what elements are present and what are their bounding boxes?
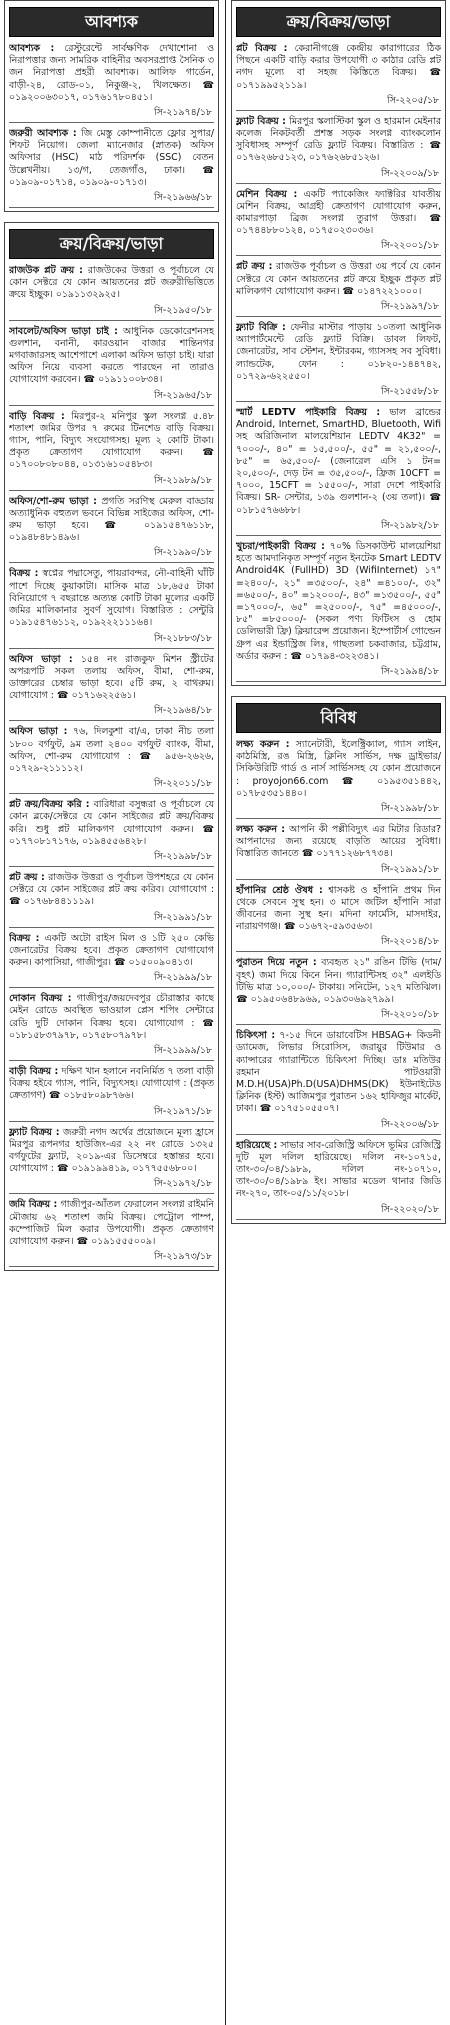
section-title-wanted: আবশ্যক bbox=[9, 7, 214, 37]
ad-body: মিরপুর-২ মনিপুর স্কুল সংলগ্ন ৫.৪৮ শতাংশ জমির উপর ৭ রুমের টিনশেড বাড়ি বিক্রয়। গ্যাস, পানি, বিদ্যুৎ সংযোগসহ। মূল্য ২ কোটি টাকা। প্রকৃত ক্রেতাগণ যোগাযোগ করুন। ☎ ০১৭০০৮০৮০৪৪, ০১৩১৬১০৫৪৮৩। bbox=[9, 410, 214, 471]
ad-text bbox=[9, 991, 214, 1042]
ad-text bbox=[9, 126, 214, 189]
ad-text bbox=[9, 870, 214, 909]
ad-code: সি-২১৮৮৩/১৮ bbox=[9, 630, 214, 649]
ad-text bbox=[236, 1028, 441, 1115]
ad-code: সি-২২০২০/১৮ bbox=[236, 1201, 441, 1220]
ad-code: সি-২১৯৬৫/১৮ bbox=[9, 387, 214, 406]
ad-body: ৭০% ডিসকাউন্ট মালয়েশিয়া হতে আমদানিকৃত সম্পূর্ণ নতুন ইনটেক Smart LEDTV Android4K (FullHD) 3D (WifiInternet) ১৭" =২৪০০/-, ২১" =৩৫০০/-, ২৪" =৪১০০/-, ৩২" =৬৫০০/-, ৪০" =১২০০০/-, ৪৩" =১৩৫০০/-, ৫৫" =১৭০০০/-, ৬৫" =২৫০০০/-, ৭৫" =৪৫০০০/-, ৮৫" =৮৫০০০/- (সকল পণ্য ফিটিংস ও হোম ডেলিভারী ফ্রি) ক্লিয়ারেন্স প্রয়োজন। ইম্পোর্টার্স গোল্ডেন গ্রুপ এর ইন্ডাস্ট্রিজ লিঃ, গাছতলা চকবাজার, চট্টগ্রাম, অর্ডার করুন : ☎ ০১৭৯৪-৩২২৩৪১। bbox=[236, 540, 441, 662]
ad-text bbox=[236, 259, 441, 298]
ad-code: সি-২১৯৬৪/১৮ bbox=[9, 702, 214, 721]
ad-body: স্যানেটারী, ইলেক্ট্রিক্যাল, গ্যাস লাইন, কাঠমিস্ত্রি, রঙ মিস্ত্রি, ক্লিনিং সার্ভিস, দক্ষ ড্রাইভার/সিকিউরিটি গার্ড ও নার্স সার্ভিসসহ যে কোন প্রয়োজনে : proyojon66.com ☎ ০১৯৫৩৫১৪৪২, ০১৭৮৫৩৫১৪৪০। bbox=[236, 738, 441, 799]
ad-code: সি-২১৯৯৪/১৮ bbox=[236, 663, 441, 682]
ad-body: ফেনীর মাস্টার পাড়ায় ১০তলা আধুনিক অ্যাপার্টমেন্টে রেডি ফ্ল্যাট বিক্রি। ডাবল লিফট, জেনারেটর, সাব স্টেশন, ইন্টারকম, গ্যাসসহ সব সুবিধা। ল্যান্ডটেক, ফোন : ০১৮২০-১৪৪৭৪২, ০১৭২৯-৬২২৫৫০। bbox=[236, 322, 441, 382]
section-buy-sell-rent-right bbox=[231, 0, 446, 686]
ad-code: সি-২২০০১/১৮ bbox=[236, 237, 441, 256]
ad-item bbox=[9, 724, 214, 794]
ad-code: সি-২১৯৯৭/১৮ bbox=[236, 298, 441, 317]
ad-text bbox=[9, 324, 214, 387]
ad-text bbox=[236, 187, 441, 238]
ad-text bbox=[9, 652, 214, 703]
ad-item bbox=[9, 494, 214, 564]
ad-item bbox=[9, 991, 214, 1061]
ad-code: সি-২১৯৭২/১৮ bbox=[9, 1175, 214, 1194]
ad-text bbox=[9, 931, 214, 970]
ad-heading: মেশিন বিক্রয় : bbox=[236, 188, 298, 200]
ad-body: একটি অটো রাইস মিল ও ১টি ২৫০ কেভি জেনারেটর বিক্রয় হবে। প্রকৃত ক্রেতাগণ যোগাযোগ করুন। কাপাসিয়া, গাজীপুর। ☎ ০১৫০০৯০৪১৩। bbox=[9, 932, 214, 968]
ad-text bbox=[9, 494, 214, 545]
ad-body: আধুনিক ডেকোরেশনসহ গুলশান, বনানী, কারওয়ান বাজার শান্তিনগর মগবাজারসহ আশেপাশে এলাকা অফিস ভাড়া চাই। যারা অফিস নিয়ে ব্যবসা করতে পারছেন না তারাও যোগাযোগ করবেন। ☎ ০১৯১১০০৮৩৪। bbox=[9, 325, 214, 386]
ad-text bbox=[9, 409, 214, 472]
ad-heading: ফ্ল্যাট বিক্রয় : bbox=[236, 115, 286, 127]
ad-heading: স্মার্ট LEDTV পাইকারি বিক্রয় : bbox=[236, 407, 381, 419]
ad-code: সি-২২০১০/১৮ bbox=[236, 1006, 441, 1025]
ad-code: সি-২১৯৯১/১৮ bbox=[9, 909, 214, 928]
ad-item bbox=[236, 883, 441, 953]
ad-text bbox=[236, 539, 441, 663]
ad-heading: বিক্রয় : bbox=[9, 932, 40, 944]
ad-body: দক্ষিণ খান হলানে নবনির্মিত ৭ তলা বাড়ী বিক্রয় হইবে গ্যাস, পানি, বিদ্যুৎসহ। যোগাযোগ : (প্রকৃত ক্রেতাগণ) ☎ ০১৮৫৮০৯৮৭৬৬। bbox=[9, 1065, 214, 1102]
ad-code: সি-২১৯৫০/১৮ bbox=[9, 302, 214, 321]
ad-code: সি-২১৯৯৯/১৮ bbox=[9, 969, 214, 988]
section-wanted bbox=[4, 0, 219, 212]
ad-body: রাজউকের উত্তরা ও পূর্বাচলে যে কোন সেক্টরে যে কোন আয়তনের প্লট জরুরীভিত্তিতে ক্রয়ে ইচ্ছুক। ০১৯১১৩২৯২৫। bbox=[9, 265, 214, 301]
ad-heading: চিকিৎসা : bbox=[236, 1030, 276, 1042]
column-divider bbox=[225, 0, 226, 2025]
ad-item bbox=[9, 1125, 214, 1195]
section-misc bbox=[231, 696, 446, 1224]
ad-heading: বাড়ী বিক্রয় : bbox=[9, 1065, 59, 1077]
ad-item bbox=[236, 1138, 441, 1220]
ad-body: ৭-১৫ দিনে ডায়াবেটিস HBSAG+ কিডনী ড্যামেজ, লিভার সিরোসিস, জরায়ুর টিউমার ও ক্যান্সারের গ্যারান্টিতে চিকিৎসা দিচ্ছি। ডাঃ মতিউর রহমান পাটওয়ারী M.D.H(USA)Ph.D(USA)DHMS(DK) ইউনাইটেড ক্লিনিক (ইস্ট) আজিমপুর পুরাতন ১৬২ হাফিজুর মার্কেট, ঢাকা। ☎ ০১৭৫১০৫৫০৭। bbox=[236, 1030, 441, 1115]
ad-body: একটি প্যাকেজিং ফ্যাক্টরির যাবতীয় মেশিন বিক্রয়, আগ্রহী ক্রেতাগণ যোগাযোগ করুন, কামারপাড়া ব্রিজ সংলগ্ন তুরাগ উত্তরা। ☎ ০১৭৪৪৮৮০১২৪, ০১৭৫০২৩০৩৬। bbox=[236, 188, 441, 237]
ad-item bbox=[236, 259, 441, 317]
ad-code: সি-২১৯৯০/১৮ bbox=[9, 544, 214, 563]
ad-heading: ফ্ল্যাট বিক্রি : bbox=[236, 322, 286, 334]
ad-body: রাজউক পূর্বাচল ও উত্তরা ৩য় পর্বে যে কোন সেক্টরে যে কোন আয়তনের প্লট ক্রয়ে ইচ্ছুক প্রকৃত প্লট মালিকগণ যোগাযোগ করুন। ☎ ০১৪৭২২১০০০। bbox=[236, 261, 441, 297]
ad-item bbox=[9, 409, 214, 491]
ad-heading: লক্ষ্য করুন : bbox=[236, 738, 290, 750]
ad-body: গাজীপুর-আঁতল ফেরালেন সংলগ্ন রাইমনি মৌজায় ৬২ শতাংশ জমি বিক্রয়। পেট্রোল পাম্প, কম্পোজিট মিল করার উপযোগী। প্রকৃত ক্রেতাগণ যোগাযোগ করুন। ☎ ০১৯১৫৫৫০০৯। bbox=[9, 1199, 214, 1247]
ad-body: প্রগতি সরণিস্থ মেরুল বাড্ডায় অত্যাধুনিক বহুতল ভবনে বিভিন্ন সাইজের অফিস, শো-রুম ভাড়া হবে। ☎ ০১৯১৫৪৭৬১১৮, ০১৯৪৮৪৮১৪৯৬। bbox=[9, 495, 214, 544]
ad-text bbox=[9, 263, 214, 302]
ad-item bbox=[9, 566, 214, 648]
section-buy-sell-rent-left bbox=[4, 222, 219, 1271]
ad-text bbox=[236, 955, 441, 1006]
ad-code: সি-২১৯৮২/১৮ bbox=[236, 517, 441, 536]
ad-heading: জরুরী আবশ্যক : bbox=[9, 128, 77, 140]
ad-code: সি-২১৯৯৮/১৮ bbox=[9, 848, 214, 867]
ad-item bbox=[236, 1028, 441, 1134]
ad-heading: বাড়ি বিক্রয় : bbox=[9, 410, 65, 422]
ad-item bbox=[236, 41, 441, 111]
ad-code: সি-২১৯৭৩/১৮ bbox=[9, 1248, 214, 1267]
ad-item bbox=[9, 126, 214, 208]
ad-text bbox=[9, 41, 214, 104]
ad-body: ৭৬, দিলকুশা বা/এ, ঢাকা নীচ তলা ১৮০০ বর্গফুট, ৯ম তলা ২৪০০ বর্গফুট ব্যাংক, বীমা, অফিস, শো-রুম যোগাযোগ : ☎ ৯৫৬-২৬২৬, ০১৭২৯-২১১১১২। bbox=[9, 726, 214, 774]
ad-heading: প্লট ক্রয়/বিক্রয় করি : bbox=[9, 799, 90, 811]
ad-body: ভাল ব্রান্ডের Android, Internet, SmartHD, Bluetooth, Wifi সহ অরিজিনাল মালয়েশিয়ান LEDTV 4K32" = ৭০০০/-, ৪০" = ১৫,৫০০/-, ৫৫" = ২১,৫০০/-, ৮৫" = ৬৫,৫০০/- (জেনারেল এসি ১ টন= ২০,৫০০/-, দেড় টন = ৩৫,৫০০/-, ফ্রিজ 10CFT = ৭০০০, 15CFT = ১৫৫০০/-, সারা দেশে পাইকারি বিক্রয়। SR- সেন্টার, ১৩৯ গুলশান-২ (৩য় তলা)। ☎ ০১৮১৫৭৬৬৮৮। bbox=[236, 407, 441, 516]
ad-item bbox=[9, 870, 214, 928]
ad-heading: খুচরা/পাইকারী বিক্রয় : bbox=[236, 540, 325, 552]
ad-text bbox=[236, 1138, 441, 1201]
ad-heading: বিক্রয় : bbox=[9, 568, 39, 580]
ad-item bbox=[9, 652, 214, 722]
ad-body: শ্বাসকষ্ট ও হাঁপানি প্রথম দিন থেকে সেবনে সুস্থ হন। ৩ মাসে জটিল হাঁপানি সারা জীবনের জন্য সুস্থ হন। মদিনা ফার্মেসি, মাসদাইর, নারায়ণগঞ্জ। ☎ ০১৬৭২-৫৯৩৫৬৩। bbox=[236, 884, 441, 933]
ad-code: সি-২২০১৪/১৮ bbox=[236, 933, 441, 952]
ad-code: সি-২১৯৬৬/১৮ bbox=[9, 189, 214, 208]
ad-body: জি মেস্তু কোম্পানীতে ফ্লোর সুপার/শিফট নিয়োগ। জেলা ম্যানেজার (স্নাতক) অফিস অফিসার (HSC) মাঠ পরিদর্শক (SSC) বেতন উল্লেখনীয়। ১৩/গ, তেজগাঁও, ঢাকা। ☎ ০১৯০৯-০১৭১৪, ০১৯০৯-০১৭১৩। bbox=[9, 128, 214, 188]
ad-item bbox=[9, 1064, 214, 1122]
ad-code: সি-২১৯৯৮/১৮ bbox=[236, 800, 441, 819]
ad-item bbox=[9, 263, 214, 321]
ad-body: জরুরী নগদ অর্থের প্রয়োজনে মূল্য হ্রাসে মিরপুর রূপনগর হাউজিং-এর ২২ নং রোডে ১৩২৫ বর্গফুটের ফ্ল্যাট, ২০১৯-এর ডিসেম্বরে হস্তান্তর হবে। যোগাযোগ : ☎ ০১৯১৯৯৪১৯, ০১৭৭৫৫৬৮০০। bbox=[9, 1126, 214, 1175]
ad-list bbox=[9, 41, 214, 208]
ad-text bbox=[9, 566, 214, 629]
ad-heading: প্লট বিক্রয় : bbox=[236, 43, 288, 54]
ad-heading: অফিস ভাড়া : bbox=[9, 653, 73, 665]
ad-body: রেস্টুরেন্টে সার্বক্ষণিক দেখাশোনা ও নিরাপত্তার জন্য সামরিক বাহিনীর অবসরপ্রাপ্ত সৈনিক ৩ জন নিরাপত্তা প্রহরী আবশ্যক। আলিফ গার্ডেন, বাড়ী-২৪, রোড-০১, নিকুঞ্জ-২, খিলক্ষেত। ☎ ০১৯২০০৬৩০১৭, ০১৭৬১৭৮০৪৫১। bbox=[9, 43, 214, 103]
ad-body: স্বপ্নের পদ্মাসেতু, পায়রাবন্দর, নৌ-বাহিনী ঘাঁটি পাশে দিচ্ছে কুয়াকাটা। মাসিক মাত্র ১৮,৬৫৫ টাকা বিনিয়োগে ৭ বছরান্তে অত্যন্ত কোটি টাকা মূল্যের একটি জমির মালিকানার সুবর্ণ সুযোগ। বিস্তারিত : সেন্টুরি ০১৯১৫৪৭৬১১২, ০১৯২২২১১১৬৪। bbox=[9, 568, 214, 629]
left-column bbox=[4, 0, 219, 2025]
ad-heading: পুরাতন দিয়ে নতুন : bbox=[236, 957, 317, 969]
ad-list bbox=[9, 263, 214, 1267]
ad-item bbox=[236, 955, 441, 1025]
ad-item bbox=[236, 114, 441, 184]
ad-body: গাজীপুর/জয়দেবপুর চৌরাস্তার কাছে মেইন রোডে অবস্থিত ভাওয়াল প্লেস শপিং সেন্টারে রেডি দুটি দোকান বিক্রয় হবে। যোগাযোগ : ☎ ০১৮১৫৮৩৭৯৭৮, ০১৭৫৮০৭৯৭৮। bbox=[9, 993, 214, 1041]
ad-heading: লক্ষ্য করুন : bbox=[236, 823, 286, 835]
ad-code: সি-২২০১১/১৮ bbox=[9, 775, 214, 794]
ad-body: রাজউক উত্তরা ও পূর্বাচল উপশহরে যে কোন সেক্টরে যে কোন সাইজের প্লট ক্রয় করিব। যোগাযোগ : ☎ ০১৭৬৮৪৪১১১৯। bbox=[9, 871, 214, 908]
ad-text bbox=[236, 822, 441, 861]
ad-heading: হারিয়েছে : bbox=[236, 1139, 278, 1151]
ad-body: সাভার সাব-রেজিস্ট্রি অফিসে ভূমির রেজিস্ট্রি দুটি মূল দলিল হারিয়েছে। দলিল নং-১০৭১৫, তাং-৩০/০৪/১৯৮৯, দলিল নং-১০৭১০, তাং-৩০/০৪/১৯৮৯ ইং। সাভার মডেল থানার জিডি নং-২৭০, তাং-০৫/১১/২০১৮। bbox=[236, 1139, 441, 1200]
ad-code: সি-২১৯৯৯/১৮ bbox=[9, 1042, 214, 1061]
section-title-misc: বিবিধ bbox=[236, 703, 441, 733]
ad-item bbox=[236, 822, 441, 880]
ad-heading: অফিস ভাড়া : bbox=[9, 726, 68, 738]
ad-list bbox=[236, 737, 441, 1220]
ad-body: আপনি কী পল্লীবিদ্যুৎ এর মিটার রিডার? আপনাদের জন্য রয়েছে বাড়তি আয়ের সুবিধা। বিস্তারিত জানতে ☎ ০১৭৭১২৬৮৭৭৩৪। bbox=[236, 823, 441, 860]
ad-text bbox=[236, 320, 441, 383]
ad-item bbox=[9, 324, 214, 406]
right-column bbox=[231, 0, 446, 2025]
ad-text bbox=[9, 797, 214, 848]
ad-heading: সাবলেট/অফিস ভাড়া চাই : bbox=[9, 325, 118, 337]
ad-item bbox=[236, 320, 441, 402]
ad-code: সি-২২০০৯/১৮ bbox=[236, 165, 441, 184]
ad-text bbox=[236, 405, 441, 517]
ad-code: সি-২১৫৫৮/১৮ bbox=[236, 383, 441, 402]
section-title-buy-sell-rent: ক্রয়/বিক্রয়/ভাড়া bbox=[236, 7, 441, 37]
ad-text bbox=[236, 114, 441, 165]
ad-body: ১৫৪ নং রাজকুফ মিশন স্ট্রীটের অপরূপটি সকল তলায় অফিস, বীমা, শো-রুম, ডাক্তারের চেম্বার ভাড়া হবে। ৫টি রুম, ২ বাথরুম। যোগাযোগ : ☎ ০১৭১৬২২৫৬১। bbox=[9, 653, 214, 702]
ad-item bbox=[236, 187, 441, 257]
ad-text bbox=[9, 724, 214, 775]
ad-item bbox=[236, 737, 441, 819]
ad-code: সি-২১৯৭১/১৮ bbox=[9, 1103, 214, 1122]
ad-heading: জমি বিক্রয় : bbox=[9, 1199, 58, 1211]
ad-text bbox=[236, 41, 441, 92]
ad-item bbox=[9, 797, 214, 867]
ad-item bbox=[236, 539, 441, 682]
ad-heading: প্লট ক্রয় : bbox=[236, 261, 273, 273]
ad-item bbox=[9, 1197, 214, 1267]
ad-code: সি-২২০৫/১৮ bbox=[236, 92, 441, 111]
ad-heading: প্লট ক্রয় : bbox=[9, 871, 45, 883]
ad-list bbox=[236, 41, 441, 682]
ad-text bbox=[9, 1064, 214, 1103]
ad-text bbox=[9, 1197, 214, 1248]
ad-body: ব্যবহৃত ২১" রঙিন টিভি (দাম/বৃহৎ) জমা দিয়ে কিনে নিন। গ্যারান্টিসহ ৩২" এলইডি টিভি মাত্র ১০,০০০/- টাকায়। সনিটেন, ১২৭ মতিঝিল। ☎ ০১৯৫০৬৪৮৯৬৯, ০১৯৩০৬৯২৭৯৯। bbox=[236, 957, 441, 1005]
ad-text bbox=[236, 883, 441, 934]
ad-item bbox=[9, 931, 214, 989]
ad-heading: অফিস/শো-রুম ভাড়া : bbox=[9, 495, 97, 507]
ad-code: সি-২১৯৮৯/১৮ bbox=[9, 472, 214, 491]
ad-body: বারিধারা বসুন্ধরা ও পূর্বাচলে যে কোন ব্লকে/সেক্টরে যে কোন সাইজের প্লট ক্রয়/বিক্রয় করি। শুধু প্লট মালিকগণ যোগাযোগ করুন। ☎ ০১৭৭০৮১৭১৭৬, ০১৯৪৫৫৬৪২৮। bbox=[9, 799, 214, 847]
ad-code: সি-২২০০৬/১৮ bbox=[236, 1116, 441, 1135]
ad-body: মিরপুর স্কলাস্টিকা স্কুল ও হারমান মেইনার কলেজ নিকটবর্তী প্রশস্ত সড়ক সংলগ্ন ব্যাংকলোন সুবিধাসহ সম্পূর্ণ রেডি ফ্ল্যাট বিক্রয়। বিস্তারিত : ☎ ০১৭৬২৬৮৫১২৩, ০১৭৬২৬৮৫১২৬। bbox=[236, 115, 441, 164]
ad-item bbox=[236, 405, 441, 536]
ad-heading: দোকান বিক্রয় : bbox=[9, 993, 72, 1005]
ad-text bbox=[9, 1125, 214, 1176]
ad-body: কেরানীগঞ্জে কেন্দ্রীয় কারাগারের ঠিক পিছনে একটি বাড়ি করার উপযোগী ৩ কাঠার রেডি প্লট নগদ মূল্যে বা সহজ কিস্তিতে বিক্রয়। ☎ ০১৭১৯৯৫২১১৯। bbox=[236, 43, 441, 91]
ad-heading: আবশ্যক : bbox=[9, 43, 55, 54]
ad-item bbox=[9, 41, 214, 123]
ad-heading: রাজউক প্লট ক্রয় : bbox=[9, 265, 83, 277]
section-title-buy-sell-rent: ক্রয়/বিক্রয়/ভাড়া bbox=[9, 229, 214, 259]
ad-heading: হাঁপানির শ্রেষ্ঠ ঔষধ : bbox=[236, 884, 323, 896]
ad-code: সি-২১৯৯১/১৮ bbox=[236, 861, 441, 880]
ad-text bbox=[236, 737, 441, 800]
ad-heading: ফ্ল্যাট বিক্রয় : bbox=[9, 1126, 60, 1138]
ad-code: সি-২১৯৭৪/১৮ bbox=[9, 104, 214, 123]
